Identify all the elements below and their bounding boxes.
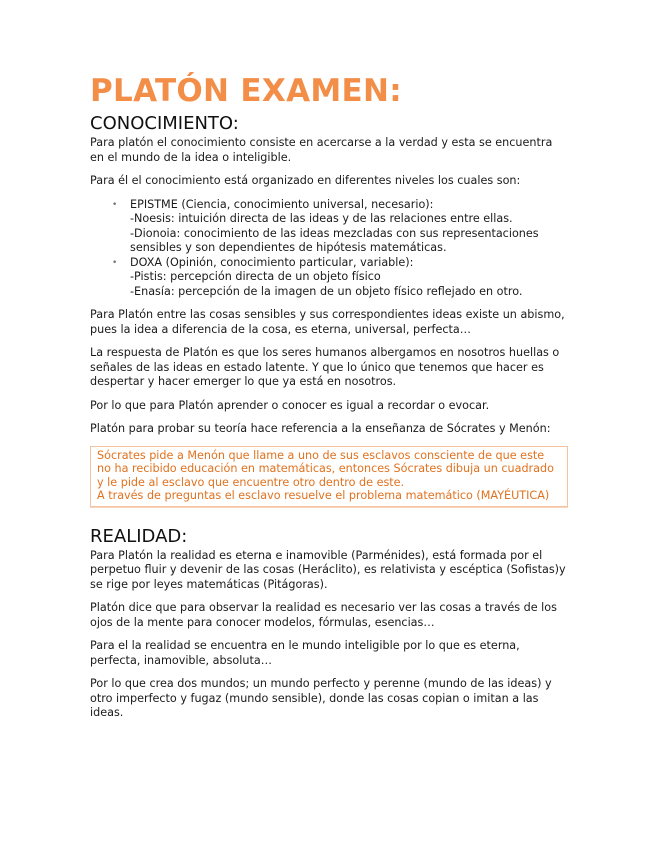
list-subitem: -Pistis: percepción directa de un objeto físico <box>130 270 381 283</box>
list-item-label: DOXA (Opinión, conocimiento particular, variable): <box>130 255 414 269</box>
paragraph: Para platón el conocimiento consiste en acercarse a la verdad y esta se encuentra en el mundo de la idea o inteligible. <box>90 136 553 164</box>
paragraph: Platón para probar su teoría hace referencia a la enseñanza de Sócrates y Menón: <box>90 422 551 435</box>
bullet-icon: • <box>112 257 118 268</box>
list-subitem: -Enasía: percepción de la imagen de un objeto físico reflejado en otro. <box>130 284 523 298</box>
knowledge-levels-list <box>90 198 568 300</box>
section-heading-conocimiento: CONOCIMIENTO: <box>90 113 239 134</box>
paragraph: Para Platón entre las cosas sensibles y sus correspondientes ideas existe un abismo, pues la idea a diferencia de la cosa, es eterna, universal, perfecta… <box>90 308 565 336</box>
list-item <box>90 256 568 300</box>
list-item <box>90 198 568 256</box>
list-subitem: -Dionoia: conocimiento de las ideas mezcladas con sus representaciones sensibles y son dependientes de hipótesis matemáticas. <box>130 226 539 254</box>
paragraph: Para él el conocimiento está organizado en diferentes niveles los cuales son: <box>90 174 521 187</box>
document-page <box>90 72 568 730</box>
list-item-label: EPISTME (Ciencia, conocimiento universal, necesario): <box>130 197 434 211</box>
section-heading-realidad: REALIDAD: <box>90 525 188 547</box>
paragraph: Por lo que para Platón aprender o conocer es igual a recordar o evocar. <box>90 398 490 412</box>
bullet-icon: • <box>112 199 118 210</box>
paragraph: Para el la realidad se encuentra en le mundo inteligible por lo que es eterna, perfecta, inamovible, absoluta… <box>90 639 520 667</box>
paragraph: La respuesta de Platón es que los seres humanos albergamos en nosotros huellas o señales de las ideas en estado latente. Y que lo único que tenemos que hacer es despertar y hacer emerger lo que ya está en nosotros. <box>90 346 560 388</box>
callout-box <box>90 446 568 507</box>
list-subitem: -Noesis: intuición directa de las ideas y de las relaciones entre ellas. <box>130 212 513 225</box>
callout-text: A través de preguntas el esclavo resuelve el problema matemático (MAYÉUTICA) <box>97 489 550 502</box>
paragraph: Platón dice que para observar la realidad es necesario ver las cosas a través de los ojos de la mente para conocer modelos, fórmulas, esencias… <box>90 601 557 629</box>
paragraph: Para Platón la realidad es eterna e inamovible (Parménides), está formada por el perpetuo fluir y devenir de las cosas (Heráclito), es relativista y escéptica (Sofistas)y se rige por leyes matemáticas (Pitágoras). <box>90 548 566 591</box>
callout-text: Sócrates pide a Menón que llame a uno de sus esclavos consciente de que este no ha recibido educación en matemáticas, entonces Sócrates dibuja un cuadrado y le pide al esclavo que encuentre otro dentro de este. <box>97 448 554 489</box>
paragraph: Por lo que crea dos mundos; un mundo perfecto y perenne (mundo de las ideas) y otro imperfecto y fugaz (mundo sensible), donde las cosas copian o imitan a las ideas. <box>90 677 552 719</box>
page-title: PLATÓN EXAMEN: <box>90 73 402 109</box>
